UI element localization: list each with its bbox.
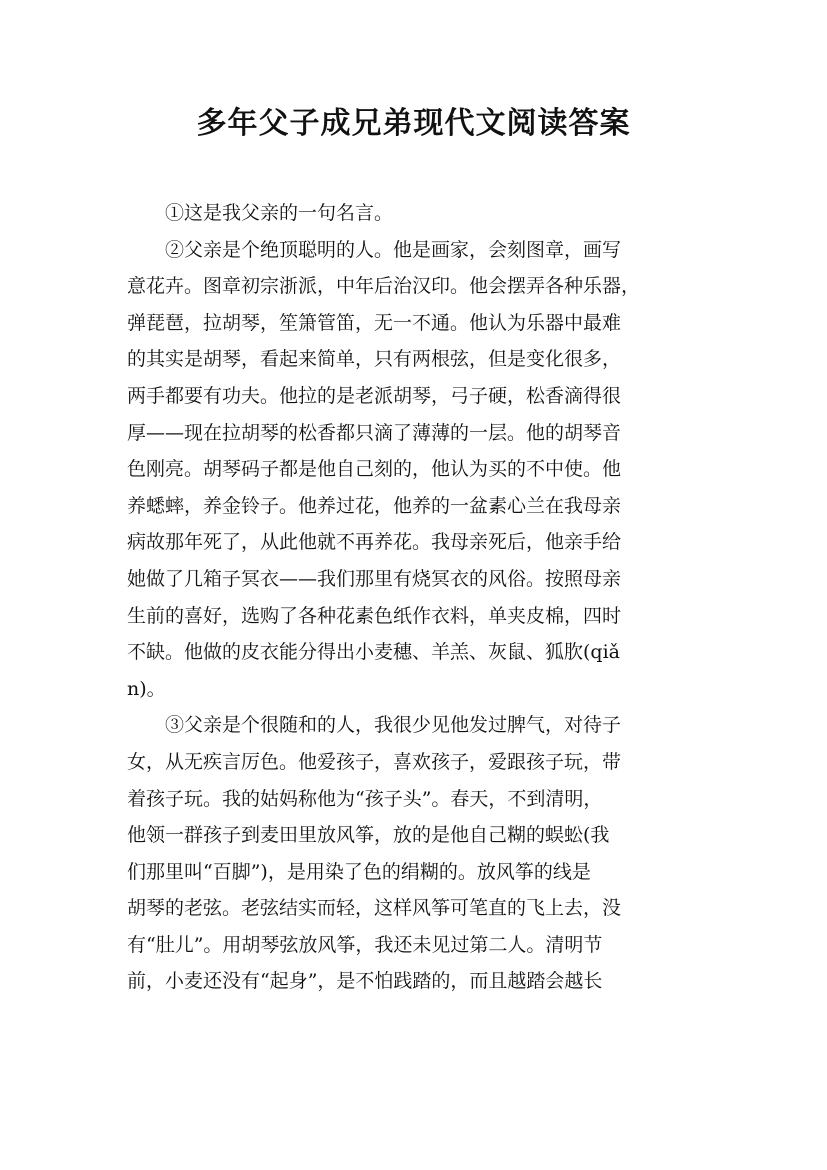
text-line: ③父亲是个很随和的人，我很少见他发过脾气，对待子	[165, 714, 622, 737]
text-line: 病故那年死了，从此他就不再养花。我母亲死后，他亲手给	[127, 531, 622, 554]
text-line: 的其实是胡琴，看起来简单，只有两根弦，但是变化很多，	[127, 348, 622, 371]
text-line: 生前的喜好，选购了各种花素色纸作衣料，单夹皮棉，四时	[127, 604, 622, 627]
text-line: 色刚亮。胡琴码子都是他自己刻的，他认为买的不中使。他	[127, 458, 622, 481]
text-line: 不缺。他做的皮衣能分得出小麦穗、羊羔、灰鼠、狐肷(qiǎ	[127, 641, 620, 664]
text-line: 们那里叫“百脚”)，是用染了色的绢糊的。放风筝的线是	[127, 860, 591, 883]
text-line: 弹琵琶，拉胡琴，笙箫管笛，无一不通。他认为乐器中最难	[127, 311, 622, 334]
text-line: ①这是我父亲的一句名言。	[165, 202, 394, 224]
paragraph	[127, 232, 719, 708]
text-line: 女，从无疾言厉色。他爱孩子，喜欢孩子，爱跟孩子玩，带	[127, 750, 622, 773]
text-line: 她做了几箱子冥衣——我们那里有烧冥衣的风俗。按照母亲	[127, 567, 622, 590]
paragraph	[127, 195, 719, 232]
text-line: ②父亲是个绝顶聪明的人。他是画家，会刻图章，画写	[165, 238, 622, 261]
text-line: 两手都要有功夫。他拉的是老派胡琴，弓子硬，松香滴得很	[127, 384, 622, 407]
text-line: 前，小麦还没有“起身”，是不怕践踏的，而且越踏会越长	[127, 970, 603, 993]
text-line: 意花卉。图章初宗浙派，中年后治汉印。他会摆弄各种乐器，	[127, 275, 641, 298]
text-line: 着孩子玩。我的姑妈称他为“孩子头”。春天，不到清明，	[127, 787, 603, 810]
text-line: 厚——现在拉胡琴的松香都只滴了薄薄的一层。他的胡琴音	[127, 421, 622, 444]
text-line: n)。	[127, 677, 166, 700]
text-line: 胡琴的老弦。老弦结实而轻，这样风筝可笔直的飞上去，没	[127, 897, 622, 920]
paragraph	[127, 707, 719, 1000]
text-line: 有“肚儿”。用胡琴弦放风筝，我还未见过第二人。清明节	[127, 933, 603, 956]
document-body	[127, 195, 719, 1000]
text-line: 他领一群孩子到麦田里放风筝，放的是他自己糊的蜈蚣(我	[127, 824, 610, 847]
text-line: 养蟋蟀，养金铃子。他养过花，他养的一盆素心兰在我母亲	[127, 494, 622, 517]
document-title: 多年父子成兄弟现代文阅读答案	[196, 106, 631, 141]
